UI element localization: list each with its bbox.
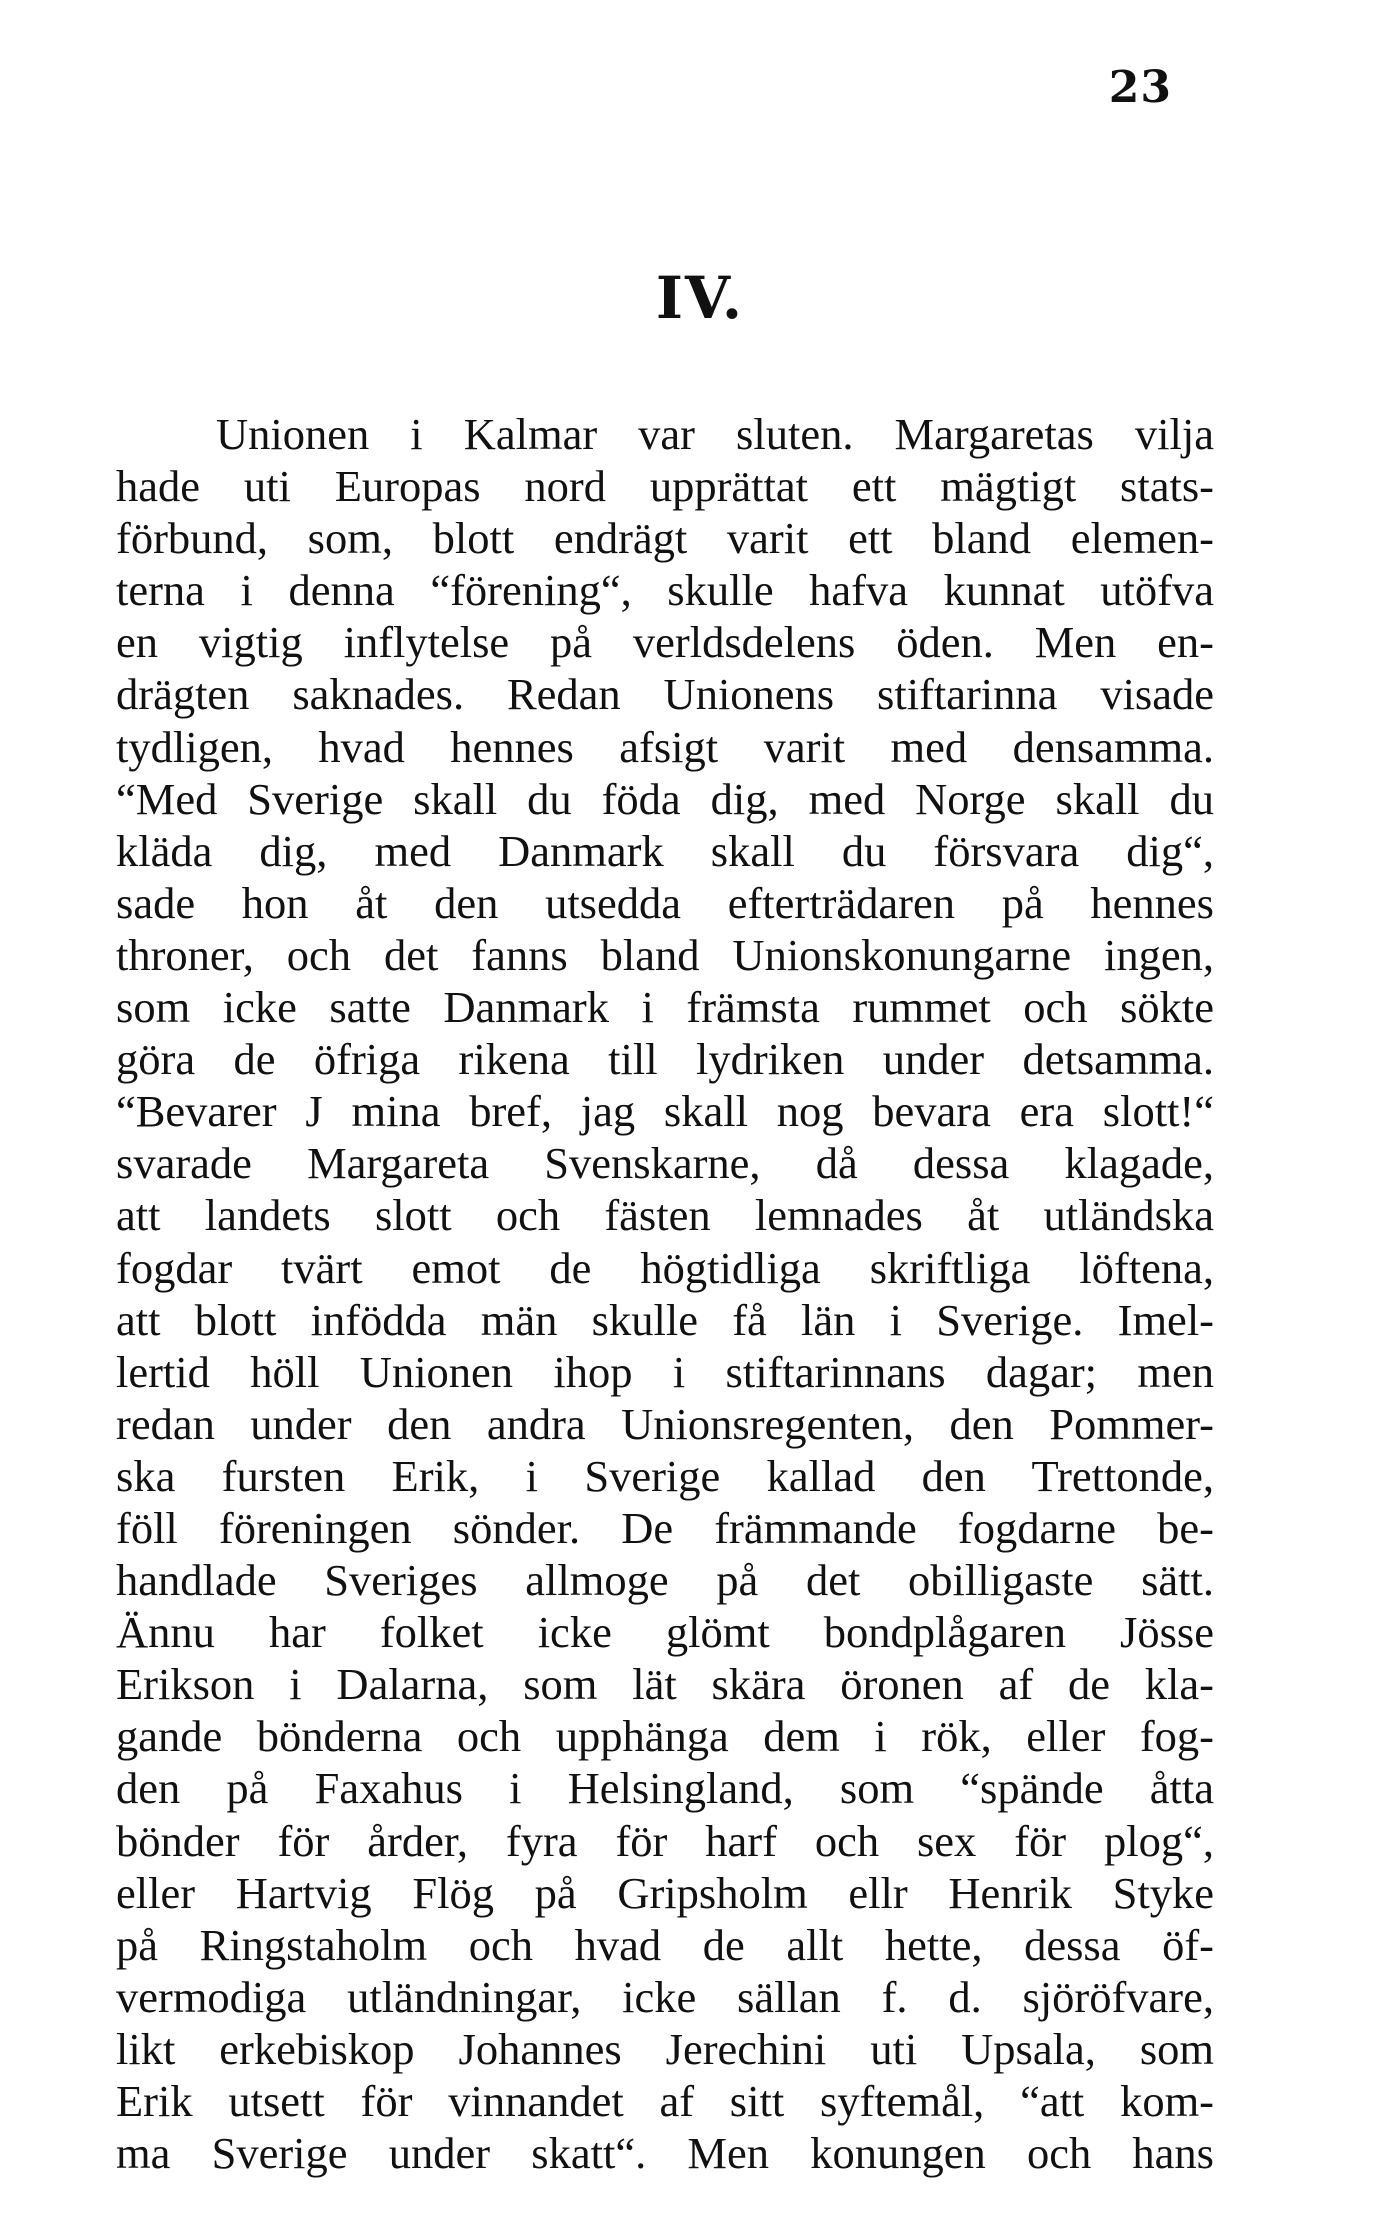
text-line: som icke satte Danmark i främsta rummet och sökte [116,982,1214,1033]
body-text [116,408,1214,2179]
text-line: likt erkebiskop Johannes Jerechini uti Upsala, som [116,2023,1214,2074]
text-line: den på Faxahus i Helsingland, som “spände åtta [116,1763,1214,1814]
text-line: terna i denna “förening“, skulle hafva kunnat utöfva [116,565,1214,616]
text-line: Unionen i Kalmar var sluten. Margaretas vilja [216,409,1214,459]
text-line: tydligen, hvad hennes afsigt varit med densamma. [116,721,1214,772]
text-line: kläda dig, med Danmark skall du försvara dig“, [116,825,1214,876]
page-number: 23 [1108,62,1172,113]
text-line: drägten saknades. Redan Unionens stiftarinna visade [116,669,1214,720]
text-line: att landets slott och fästen lemnades åt utländska [116,1190,1214,1241]
text-line: vermodiga utländningar, icke sällan f. d. sjöröfvare, [116,1971,1214,2022]
text-line: förbund, som, blott endrägt varit ett bland elemen- [116,513,1214,564]
text-line: handlade Sveriges allmoge på det obilligaste sätt. [116,1555,1214,1606]
text-line: att blott infödda män skulle få län i Sverige. Imel- [116,1294,1214,1345]
text-line: föll föreningen sönder. De främmande fogdarne be- [116,1502,1214,1553]
text-line: throner, och det fanns bland Unionskonungarne ingen, [116,929,1214,980]
text-line: hade uti Europas nord upprättat ett mägtigt stats- [116,461,1214,512]
chapter-heading: IV. [655,264,745,332]
text-line: göra de öfriga rikena till lydriken under detsamma. [116,1034,1214,1085]
text-line: lertid höll Unionen ihop i stiftarinnans dagar; men [116,1346,1214,1397]
text-line: gande bönderna och upphänga dem i rök, eller fog- [116,1711,1214,1762]
text-line: “Bevarer J mina bref, jag skall nog bevara era slott!“ [116,1086,1214,1137]
text-line: redan under den andra Unionsregenten, den Pommer- [116,1398,1214,1449]
text-line: Erikson i Dalarna, som lät skära öronen af de kla- [116,1659,1214,1710]
text-line: “Med Sverige skall du föda dig, med Norge skall du [116,773,1214,824]
text-line: på Ringstaholm och hvad de allt hette, dessa öf- [116,1919,1214,1970]
text-line: en vigtig inflytelse på verldsdelens öden. Men en- [116,617,1214,668]
text-line: bönder för årder, fyra för harf och sex för plog“, [116,1815,1214,1866]
text-line: ska fursten Erik, i Sverige kallad den Trettonde, [116,1450,1214,1501]
text-line: ma Sverige under skatt“. Men konungen och hans [116,2128,1214,2179]
text-line: svarade Margareta Svenskarne, då dessa klagade, [116,1138,1214,1189]
text-line: Ännu har folket icke glömt bondplågaren Jösse [116,1607,1214,1658]
text-line: sade hon åt den utsedda efterträdaren på hennes [116,877,1214,928]
text-line: eller Hartvig Flög på Gripsholm ellr Henrik Styke [116,1867,1214,1918]
text-line: Erik utsett för vinnandet af sitt syftemål, “att kom- [116,2076,1214,2126]
text-line: fogdar tvärt emot de högtidliga skriftliga löftena, [116,1242,1214,1293]
